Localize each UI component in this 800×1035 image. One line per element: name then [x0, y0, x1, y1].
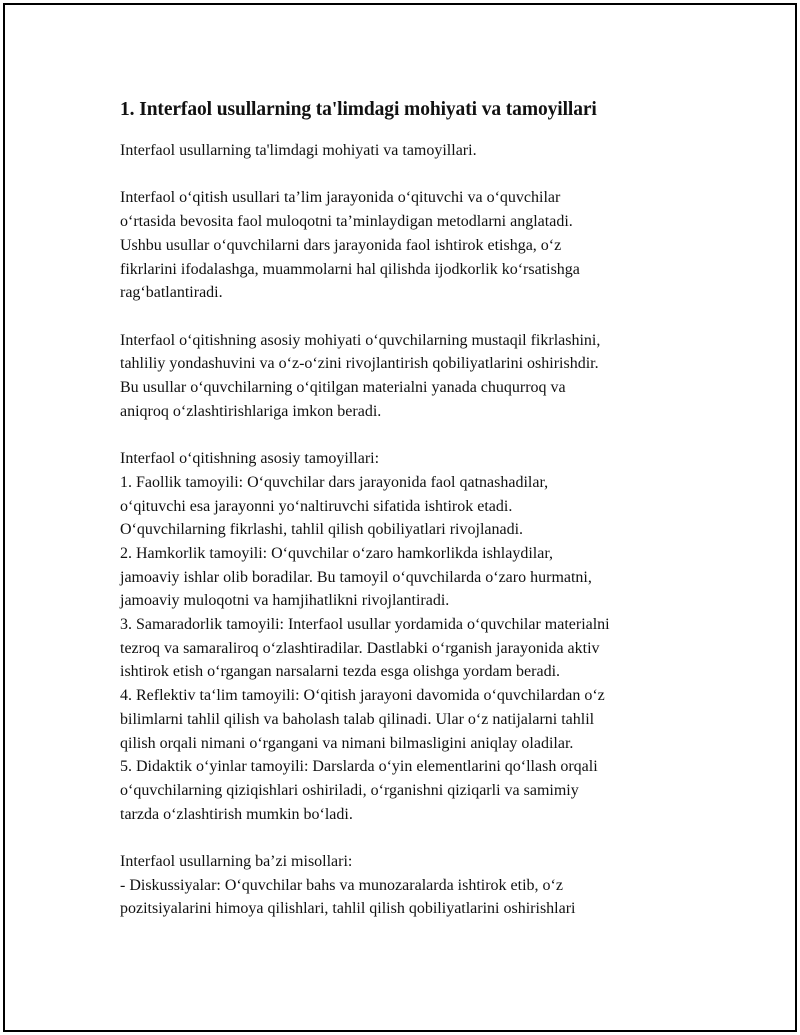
text-line: - Diskussiyalar: O‘quvchilar bahs va munozaralarda ishtirok etib, o‘z	[120, 876, 563, 894]
document-body	[120, 97, 690, 921]
text-line: Bu usullar o‘quvchilarning o‘qitilgan materialni yanada chuqurroq va	[120, 379, 566, 396]
document-page	[3, 3, 797, 1032]
text-line: 4. Reflektiv ta‘lim tamoyili: O‘qitish jarayoni davomida o‘quvchilardan o‘z	[120, 687, 605, 705]
text-line: Interfaol o‘qitishning asosiy tamoyillari:	[120, 450, 380, 468]
text-line: tarzda o‘zlashtirish mumkin bo‘ladi.	[120, 805, 353, 823]
text-line: 3. Samaradorlik tamoyili: Interfaol usullar yordamida o‘quvchilar materialni	[120, 616, 610, 634]
blank-line	[120, 423, 690, 447]
text-line: tahliliy yondashuvini va o‘z-o‘zini rivojlantirish qobiliyatlarini oshirishdir.	[120, 355, 599, 373]
text-line: o‘quvchilarning qiziqishlari oshiriladi, o‘rganishni qiziqarli va samimiy	[120, 781, 579, 799]
blank-line	[120, 305, 690, 329]
text-line: rag‘batlantiradi.	[120, 284, 223, 302]
text-line: bilimlarni tahlil qilish va baholash talab qilinadi. Ular o‘z natijalarni tahlil	[120, 710, 595, 728]
text-line: pozitsiyalarini himoya qilishlari, tahlil qilish qobiliyatlarini oshirishlari	[120, 900, 576, 918]
text-line: tezroq va samaraliroq o‘zlashtiradilar. Dastlabki o‘rganish jarayonida aktiv	[120, 639, 600, 657]
text-line: Interfaol o‘qitishning asosiy mohiyati o‘quvchilarning mustaqil fikrlashini,	[120, 331, 601, 349]
text-line: qilish orqali nimani o‘rgangani va nimani bilmasligini aniqlay oladilar.	[120, 734, 574, 752]
text-line: Interfaol o‘qitish usullari ta’lim jarayonida o‘qituvchi va o‘quvchilar	[120, 189, 561, 207]
text-line: 5. Didaktik o‘yinlar tamoyili: Darslarda o‘yin elementlarini qo‘llash orqali	[120, 758, 598, 776]
text-line: Ushbu usullar o‘quvchilarni dars jarayonida faol ishtirok etishga, o‘z	[120, 236, 562, 254]
text-line: aniqroq o‘zlashtirishlariga imkon beradi.	[120, 402, 382, 420]
text-line: O‘quvchilarning fikrlashi, tahlil qilish qobiliyatlari rivojlanadi.	[120, 521, 524, 539]
text-line: fikrlarini ifodalashga, muammolarni hal qilishda ijodkorlik ko‘rsatishga	[120, 260, 580, 278]
text-line: 2. Hamkorlik tamoyili: O‘quvchilar o‘zaro hamkorlikda ishlaydilar,	[120, 544, 554, 562]
text-line: jamoaviy muloqotni va hamjihatlikni rivojlantiradi.	[120, 592, 450, 610]
paragraph-lines	[120, 139, 690, 921]
text-line: 1. Faollik tamoyili: O‘quvchilar dars jarayonida faol qatnashadilar,	[120, 473, 549, 491]
blank-line	[120, 826, 690, 850]
section-heading: 1. Interfaol usullarning ta'limdagi mohiyati va tamoyillari	[120, 99, 597, 120]
text-line: Interfaol usullarning ta'limdagi mohiyati va tamoyillari.	[120, 142, 477, 159]
text-line: Interfaol usullarning ba’zi misollari:	[120, 853, 353, 871]
blank-line	[120, 163, 690, 187]
text-line: jamoaviy ishlar olib boradilar. Bu tamoyil o‘quvchilarda o‘zaro hurmatni,	[120, 568, 592, 586]
text-line: o‘rtasida bevosita faol muloqotni ta’minlaydigan metodlarni anglatadi.	[120, 213, 573, 231]
text-line: ishtirok etish o‘rgangan narsalarni tezda esga olishga yordam beradi.	[120, 663, 561, 681]
text-line: o‘qituvchi esa jarayonni yo‘naltiruvchi sifatida ishtirok etadi.	[120, 497, 513, 515]
